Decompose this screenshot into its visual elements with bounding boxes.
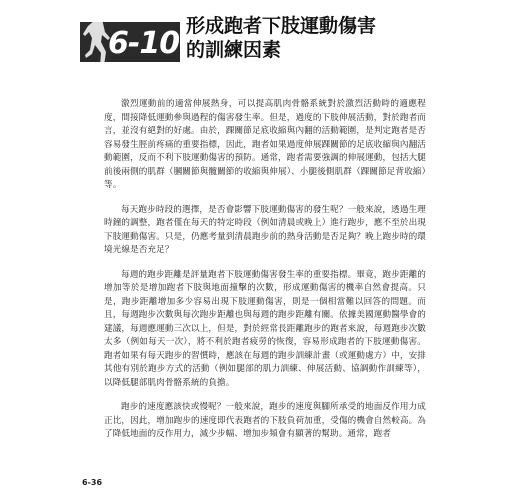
paragraph: 跑步的速度應該快或慢呢？一般來說，跑步的速度與腳所承受的地面反作用力成正比，因此，增加跑步的速度即代表跑者的下肢負荷加重，受傷的機會自然較高。為了降低地面的反作用力，減少步幅、增加步頻會有顯著的幫助。通常，跑者: [104, 402, 426, 439]
page-number: 6-36: [82, 478, 103, 487]
chapter-number: 6-10: [108, 26, 180, 61]
title-line-2: 的訓練因素: [186, 39, 282, 61]
paragraph: 每天跑步時段的選擇，是否會影響下肢運動傷害的發生呢？一般來說，透過生理時鐘的調整，跑者僅在每天的特定時段（例如清晨或晚上）進行跑步，應不至於出現下肢運動傷害。只是，仍應考量到清晨跑步前的熱身活動是否足夠？晚上跑步時的環境光線是否充足？: [104, 204, 426, 255]
paragraph: 激烈運動前的適當伸展熱身，可以提高肌肉骨骼系統對於激烈活動時的適應程度，間接降低運動參與過程的傷害發生率。但是，過度的下肢伸展活動，對於跑者而言，並沒有絕對的好處。由於，踝關節足底收縮與內翻的活動範圍，是判定跑者是否容易發生脛前疼痛的重要指標，因此，跑者如果過度伸展踝關節的足底收縮與內翻活動範圍，反而不利下肢運動傷害的預防。通常，跑者需要強調的伸展運動，包括大腿前後兩側的肌群（膕關節與髖關節的收縮與伸展）、小腿後側肌群（踝關節足背收縮）等。: [104, 99, 426, 190]
chapter-title: [186, 14, 446, 62]
body-text: [104, 98, 426, 453]
title-line-1: 形成跑者下肢運動傷害: [186, 15, 377, 37]
paragraph: 每週的跑步距離是評量跑者下肢運動傷害發生率的重要指標。畢竟，跑步距離的增加等於是增加跑者下肢與地面撞擊的次數，形成運動傷害的機率自然會提高。只是，跑步距離增加多少容易出現下肢運動傷害，則是一個相當難以回答的問題。而且，每週跑步次數與每次跑步距離也與每週的跑步距離有關。依據美國運動醫學會的建議，每週應運動三次以上，但是，對於經常長距離跑步的跑者來說，每週跑步次數太多（例如每天一次），將不利於跑者疲勞的恢復，容易形成跑者的下肢運動傷害。跑者如果有每天跑步的習慣時，應該在每週的跑步訓練計畫（或運動處方）中，安排其他有別於跑步方式的活動（例如腿部的肌力訓練、伸展活動、協調動作訓練等），以降低腿部肌肉骨骼系統的負擔。: [104, 269, 426, 388]
